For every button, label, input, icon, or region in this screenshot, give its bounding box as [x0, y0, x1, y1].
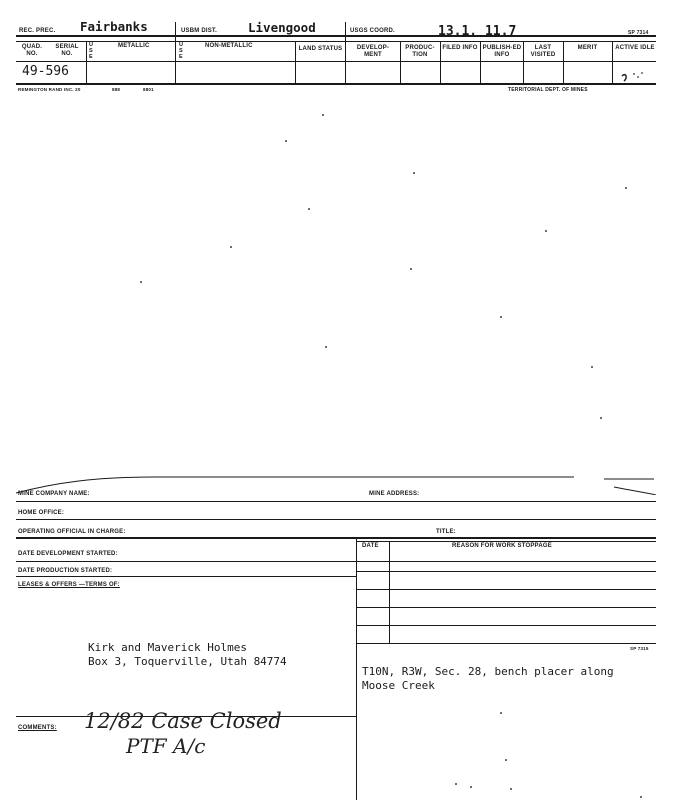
col-last-visited: LAST VISITED [530, 45, 556, 58]
date-production-label: DATE PRODUCTION STARTED: [18, 568, 113, 574]
home-office-label: HOME OFFICE: [18, 510, 65, 516]
operating-official-label: OPERATING OFFICIAL IN CHARGE: [18, 529, 126, 535]
usgs-coord-value: 13.1, 11.7 [438, 24, 517, 39]
rec-prec-label: REC. PREC. [19, 28, 56, 34]
col-active-idle: ACTIVE IDLE [615, 45, 655, 51]
non-metallic-use-letters: U S E [179, 42, 183, 60]
col-non-metallic: NON-METALLIC [205, 43, 253, 49]
col-merit: MERIT [577, 45, 598, 51]
mine-company-name-label: MINE COMPANY NAME: [18, 491, 90, 497]
department-name: TERRITORIAL DEPT. OF MINES [508, 87, 588, 93]
usbm-dist-value: Livengood [248, 20, 316, 35]
col-metallic: METALLIC [118, 43, 150, 49]
col-quad-no: QUAD. NO. [21, 44, 43, 57]
location-line-2: Moose Creek [362, 679, 435, 692]
form-code-top: SP 7314 [628, 30, 649, 36]
comments-label: COMMENTS: [18, 725, 57, 731]
col-serial-no: SERIAL NO. [55, 44, 79, 57]
usbm-dist-label: USBM DIST. [181, 28, 218, 34]
printer-code-1: 888 [112, 87, 121, 92]
rec-prec-value: Fairbanks [80, 19, 148, 34]
col-published-info: PUBLISH-ED INFO [482, 45, 522, 58]
usgs-coord-label: USGS COORD. [350, 28, 395, 34]
location-line-1: T10N, R3W, Sec. 28, bench placer along [362, 665, 614, 678]
title-label: TITLE: [436, 529, 456, 535]
date-development-label: DATE DEVELOPMENT STARTED: [18, 551, 118, 557]
lessee-line-1: Kirk and Maverick Holmes [88, 641, 247, 654]
handwritten-comment-2: PTF A/c [126, 734, 206, 758]
col-land-status: LAND STATUS [298, 46, 343, 52]
form-code-bottom: SP 7315 [630, 646, 649, 651]
handwritten-comment-1: 12/82 Case Closed [84, 709, 282, 733]
active-idle-mark [612, 62, 652, 84]
col-development: DEVELOP-MENT [356, 45, 390, 58]
metallic-use-letters: U S E [89, 42, 93, 60]
mine-address-label: MINE ADDRESS: [369, 491, 420, 497]
printer-name: REMINGTON RAND INC. 20 [18, 87, 81, 92]
quad-serial-value: 49-596 [22, 64, 69, 79]
printer-code-2: 8801 [143, 87, 154, 92]
reason-col-label: REASON FOR WORK STOPPAGE [452, 543, 552, 549]
leases-offers-label: LEASES & OFFERS —TERMS OF: [18, 582, 120, 588]
date-col-label: DATE [362, 543, 379, 549]
col-production: PRODUC-TION [405, 45, 435, 58]
col-filed-info: FILED INFO [442, 45, 478, 51]
lessee-line-2: Box 3, Toquerville, Utah 84774 [88, 655, 287, 668]
